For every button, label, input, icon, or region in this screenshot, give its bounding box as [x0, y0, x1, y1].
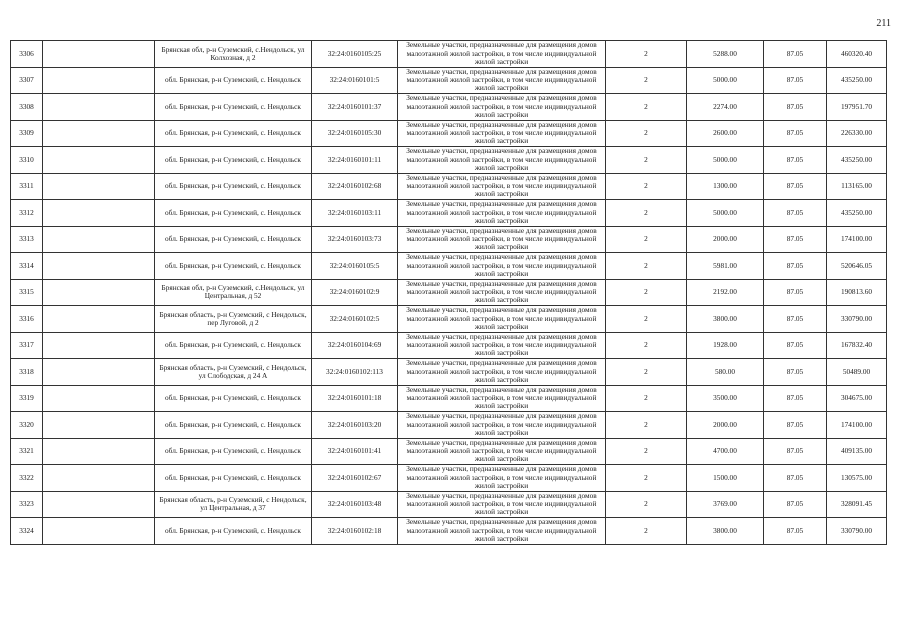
- cadastral-value-cell: 435250.00: [827, 200, 887, 227]
- row-number: 3320: [11, 412, 43, 439]
- table-row: [11, 226, 887, 253]
- cadastral-value-cell: 226330.00: [827, 120, 887, 147]
- group-cell: 2: [606, 41, 687, 68]
- cadastral-value-cell: 460320.40: [827, 41, 887, 68]
- group-cell: 2: [606, 385, 687, 412]
- group-cell: 2: [606, 173, 687, 200]
- cadastral-value-cell: 174100.00: [827, 226, 887, 253]
- area-cell: 4700.00: [687, 438, 764, 465]
- area-cell: 580.00: [687, 359, 764, 386]
- row-number: 3324: [11, 518, 43, 545]
- row-gap: [43, 306, 155, 333]
- rate-cell: 87.05: [764, 279, 827, 306]
- address-cell: обл. Брянская, р-н Суземский, с. Нендольск: [155, 253, 312, 280]
- table-row: [11, 518, 887, 545]
- table-row: [11, 147, 887, 174]
- cadastral-value-cell: 330790.00: [827, 306, 887, 333]
- cadastral-value-cell: 113165.00: [827, 173, 887, 200]
- land-use-cell: Земельные участки, предназначенные для размещения домов малоэтажной жилой застройки, в том числе индивидуальной жилой застройки: [398, 226, 606, 253]
- land-use-cell: Земельные участки, предназначенные для размещения домов малоэтажной жилой застройки, в том числе индивидуальной жилой застройки: [398, 438, 606, 465]
- land-use-cell: Земельные участки, предназначенные для размещения домов малоэтажной жилой застройки, в том числе индивидуальной жилой застройки: [398, 200, 606, 227]
- table-row: [11, 332, 887, 359]
- group-cell: 2: [606, 94, 687, 121]
- row-number: 3310: [11, 147, 43, 174]
- table-row: [11, 359, 887, 386]
- land-use-cell: Земельные участки, предназначенные для размещения домов малоэтажной жилой застройки, в том числе индивидуальной жилой застройки: [398, 385, 606, 412]
- land-use-cell: Земельные участки, предназначенные для размещения домов малоэтажной жилой застройки, в том числе индивидуальной жилой застройки: [398, 41, 606, 68]
- cadastral-number-cell: 32:24:0160101:37: [312, 94, 398, 121]
- address-cell: обл. Брянская, р-н Суземский, с. Нендольск: [155, 226, 312, 253]
- address-cell: обл. Брянская, р-н Суземский, с. Нендольск: [155, 518, 312, 545]
- address-cell: обл. Брянская, р-н Суземский, с. Нендольск: [155, 67, 312, 94]
- rate-cell: 87.05: [764, 332, 827, 359]
- row-gap: [43, 359, 155, 386]
- cadastral-number-cell: 32:24:0160102:68: [312, 173, 398, 200]
- rate-cell: 87.05: [764, 306, 827, 333]
- cadastral-number-cell: 32:24:0160102:9: [312, 279, 398, 306]
- cadastral-number-cell: 32:24:0160102:67: [312, 465, 398, 492]
- row-number: 3308: [11, 94, 43, 121]
- row-number: 3317: [11, 332, 43, 359]
- rate-cell: 87.05: [764, 147, 827, 174]
- row-gap: [43, 147, 155, 174]
- rate-cell: 87.05: [764, 518, 827, 545]
- table-row: [11, 306, 887, 333]
- table-row: [11, 173, 887, 200]
- row-number: 3313: [11, 226, 43, 253]
- area-cell: 1928.00: [687, 332, 764, 359]
- cadastral-value-cell: 520646.05: [827, 253, 887, 280]
- rate-cell: 87.05: [764, 94, 827, 121]
- cadastral-number-cell: 32:24:0160101:41: [312, 438, 398, 465]
- group-cell: 2: [606, 200, 687, 227]
- cadastral-number-cell: 32:24:0160105:25: [312, 41, 398, 68]
- table-row: [11, 253, 887, 280]
- group-cell: 2: [606, 518, 687, 545]
- table-row: [11, 41, 887, 68]
- address-cell: Брянская область, р-н Суземский, с Нендольск, ул Слободская, д 24 А: [155, 359, 312, 386]
- address-cell: обл. Брянская, р-н Суземский, с. Нендольск: [155, 332, 312, 359]
- group-cell: 2: [606, 465, 687, 492]
- table-body: [11, 41, 887, 545]
- rate-cell: 87.05: [764, 200, 827, 227]
- address-cell: Брянская обл, р-н Суземский, с.Нендольск, ул Центральная, д 52: [155, 279, 312, 306]
- row-gap: [43, 253, 155, 280]
- row-gap: [43, 200, 155, 227]
- row-gap: [43, 94, 155, 121]
- group-cell: 2: [606, 306, 687, 333]
- cadastral-value-cell: 330790.00: [827, 518, 887, 545]
- group-cell: 2: [606, 253, 687, 280]
- cadastral-value-cell: 174100.00: [827, 412, 887, 439]
- row-gap: [43, 438, 155, 465]
- row-number: 3311: [11, 173, 43, 200]
- land-use-cell: Земельные участки, предназначенные для размещения домов малоэтажной жилой застройки, в том числе индивидуальной жилой застройки: [398, 120, 606, 147]
- row-number: 3319: [11, 385, 43, 412]
- cadastral-number-cell: 32:24:0160103:48: [312, 491, 398, 518]
- cadastral-number-cell: 32:24:0160102:113: [312, 359, 398, 386]
- group-cell: 2: [606, 359, 687, 386]
- row-number: 3312: [11, 200, 43, 227]
- row-number: 3314: [11, 253, 43, 280]
- rate-cell: 87.05: [764, 438, 827, 465]
- group-cell: 2: [606, 438, 687, 465]
- area-cell: 5000.00: [687, 147, 764, 174]
- address-cell: Брянская область, р-н Суземский, с Нендольск, ул Центральная, д 37: [155, 491, 312, 518]
- land-use-cell: Земельные участки, предназначенные для размещения домов малоэтажной жилой застройки, в том числе индивидуальной жилой застройки: [398, 306, 606, 333]
- area-cell: 2274.00: [687, 94, 764, 121]
- land-use-cell: Земельные участки, предназначенные для размещения домов малоэтажной жилой застройки, в том числе индивидуальной жилой застройки: [398, 465, 606, 492]
- cadastral-number-cell: 32:24:0160101:5: [312, 67, 398, 94]
- area-cell: 2000.00: [687, 226, 764, 253]
- address-cell: обл. Брянская, р-н Суземский, с. Нендольск: [155, 120, 312, 147]
- land-use-cell: Земельные участки, предназначенные для размещения домов малоэтажной жилой застройки, в том числе индивидуальной жилой застройки: [398, 147, 606, 174]
- cadastral-number-cell: 32:24:0160104:69: [312, 332, 398, 359]
- area-cell: 2192.00: [687, 279, 764, 306]
- row-gap: [43, 518, 155, 545]
- address-cell: обл. Брянская, р-н Суземский, с. Нендольск: [155, 465, 312, 492]
- table-row: [11, 491, 887, 518]
- area-cell: 3500.00: [687, 385, 764, 412]
- land-use-cell: Земельные участки, предназначенные для размещения домов малоэтажной жилой застройки, в том числе индивидуальной жилой застройки: [398, 173, 606, 200]
- table-row: [11, 67, 887, 94]
- address-cell: Брянская область, р-н Суземский, с Нендольск, пер Луговой, д 2: [155, 306, 312, 333]
- land-use-cell: Земельные участки, предназначенные для размещения домов малоэтажной жилой застройки, в том числе индивидуальной жилой застройки: [398, 279, 606, 306]
- row-gap: [43, 332, 155, 359]
- land-use-cell: Земельные участки, предназначенные для размещения домов малоэтажной жилой застройки, в том числе индивидуальной жилой застройки: [398, 491, 606, 518]
- area-cell: 3769.00: [687, 491, 764, 518]
- land-use-cell: Земельные участки, предназначенные для размещения домов малоэтажной жилой застройки, в том числе индивидуальной жилой застройки: [398, 67, 606, 94]
- area-cell: 5288.00: [687, 41, 764, 68]
- land-use-cell: Земельные участки, предназначенные для размещения домов малоэтажной жилой застройки, в том числе индивидуальной жилой застройки: [398, 332, 606, 359]
- cadastral-value-cell: 167832.40: [827, 332, 887, 359]
- row-gap: [43, 41, 155, 68]
- cadastral-number-cell: 32:24:0160101:18: [312, 385, 398, 412]
- rate-cell: 87.05: [764, 465, 827, 492]
- cadastral-number-cell: 32:24:0160103:73: [312, 226, 398, 253]
- cadastral-number-cell: 32:24:0160105:30: [312, 120, 398, 147]
- area-cell: 5000.00: [687, 200, 764, 227]
- land-use-cell: Земельные участки, предназначенные для размещения домов малоэтажной жилой застройки, в том числе индивидуальной жилой застройки: [398, 253, 606, 280]
- address-cell: обл. Брянская, р-н Суземский, с. Нендольск: [155, 385, 312, 412]
- land-use-cell: Земельные участки, предназначенные для размещения домов малоэтажной жилой застройки, в том числе индивидуальной жилой застройки: [398, 359, 606, 386]
- rate-cell: 87.05: [764, 385, 827, 412]
- land-plots-table: [10, 40, 887, 545]
- row-gap: [43, 412, 155, 439]
- table-row: [11, 412, 887, 439]
- rate-cell: 87.05: [764, 226, 827, 253]
- address-cell: обл. Брянская, р-н Суземский, с. Нендольск: [155, 412, 312, 439]
- row-number: 3323: [11, 491, 43, 518]
- cadastral-value-cell: 409135.00: [827, 438, 887, 465]
- group-cell: 2: [606, 120, 687, 147]
- address-cell: обл. Брянская, р-н Суземский, с. Нендольск: [155, 438, 312, 465]
- area-cell: 2000.00: [687, 412, 764, 439]
- area-cell: 5000.00: [687, 67, 764, 94]
- rate-cell: 87.05: [764, 41, 827, 68]
- rate-cell: 87.05: [764, 173, 827, 200]
- group-cell: 2: [606, 332, 687, 359]
- address-cell: Брянская обл, р-н Суземский, с.Нендольск, ул Колхозная, д 2: [155, 41, 312, 68]
- address-cell: обл. Брянская, р-н Суземский, с. Нендольск: [155, 200, 312, 227]
- page-number: 211: [876, 18, 891, 29]
- land-use-cell: Земельные участки, предназначенные для размещения домов малоэтажной жилой застройки, в том числе индивидуальной жилой застройки: [398, 412, 606, 439]
- rate-cell: 87.05: [764, 412, 827, 439]
- area-cell: 3800.00: [687, 518, 764, 545]
- rate-cell: 87.05: [764, 359, 827, 386]
- area-cell: 2600.00: [687, 120, 764, 147]
- area-cell: 3800.00: [687, 306, 764, 333]
- area-cell: 1300.00: [687, 173, 764, 200]
- group-cell: 2: [606, 491, 687, 518]
- cadastral-number-cell: 32:24:0160103:20: [312, 412, 398, 439]
- rate-cell: 87.05: [764, 67, 827, 94]
- cadastral-number-cell: 32:24:0160102:5: [312, 306, 398, 333]
- table-row: [11, 465, 887, 492]
- table-row: [11, 120, 887, 147]
- cadastral-value-cell: 50489.00: [827, 359, 887, 386]
- cadastral-value-cell: 435250.00: [827, 67, 887, 94]
- row-gap: [43, 465, 155, 492]
- cadastral-value-cell: 328091.45: [827, 491, 887, 518]
- area-cell: 1500.00: [687, 465, 764, 492]
- cadastral-value-cell: 197951.70: [827, 94, 887, 121]
- cadastral-number-cell: 32:24:0160105:5: [312, 253, 398, 280]
- cadastral-number-cell: 32:24:0160102:18: [312, 518, 398, 545]
- row-number: 3318: [11, 359, 43, 386]
- row-gap: [43, 120, 155, 147]
- rate-cell: 87.05: [764, 120, 827, 147]
- row-gap: [43, 67, 155, 94]
- row-gap: [43, 173, 155, 200]
- land-use-cell: Земельные участки, предназначенные для размещения домов малоэтажной жилой застройки, в том числе индивидуальной жилой застройки: [398, 94, 606, 121]
- row-number: 3309: [11, 120, 43, 147]
- land-use-cell: Земельные участки, предназначенные для размещения домов малоэтажной жилой застройки, в том числе индивидуальной жилой застройки: [398, 518, 606, 545]
- group-cell: 2: [606, 67, 687, 94]
- cadastral-value-cell: 190813.60: [827, 279, 887, 306]
- cadastral-value-cell: 435250.00: [827, 147, 887, 174]
- group-cell: 2: [606, 147, 687, 174]
- group-cell: 2: [606, 279, 687, 306]
- row-number: 3306: [11, 41, 43, 68]
- table-row: [11, 385, 887, 412]
- table-row: [11, 200, 887, 227]
- row-gap: [43, 279, 155, 306]
- row-number: 3316: [11, 306, 43, 333]
- group-cell: 2: [606, 226, 687, 253]
- area-cell: 5981.00: [687, 253, 764, 280]
- row-gap: [43, 491, 155, 518]
- row-number: 3321: [11, 438, 43, 465]
- row-gap: [43, 385, 155, 412]
- row-number: 3315: [11, 279, 43, 306]
- group-cell: 2: [606, 412, 687, 439]
- cadastral-number-cell: 32:24:0160101:11: [312, 147, 398, 174]
- table-row: [11, 94, 887, 121]
- cadastral-value-cell: 130575.00: [827, 465, 887, 492]
- table-row: [11, 279, 887, 306]
- cadastral-number-cell: 32:24:0160103:11: [312, 200, 398, 227]
- address-cell: обл. Брянская, р-н Суземский, с. Нендольск: [155, 173, 312, 200]
- row-number: 3322: [11, 465, 43, 492]
- rate-cell: 87.05: [764, 253, 827, 280]
- cadastral-value-cell: 304675.00: [827, 385, 887, 412]
- address-cell: обл. Брянская, р-н Суземский, с. Нендольск: [155, 94, 312, 121]
- table-row: [11, 438, 887, 465]
- row-gap: [43, 226, 155, 253]
- address-cell: обл. Брянская, р-н Суземский, с. Нендольск: [155, 147, 312, 174]
- row-number: 3307: [11, 67, 43, 94]
- rate-cell: 87.05: [764, 491, 827, 518]
